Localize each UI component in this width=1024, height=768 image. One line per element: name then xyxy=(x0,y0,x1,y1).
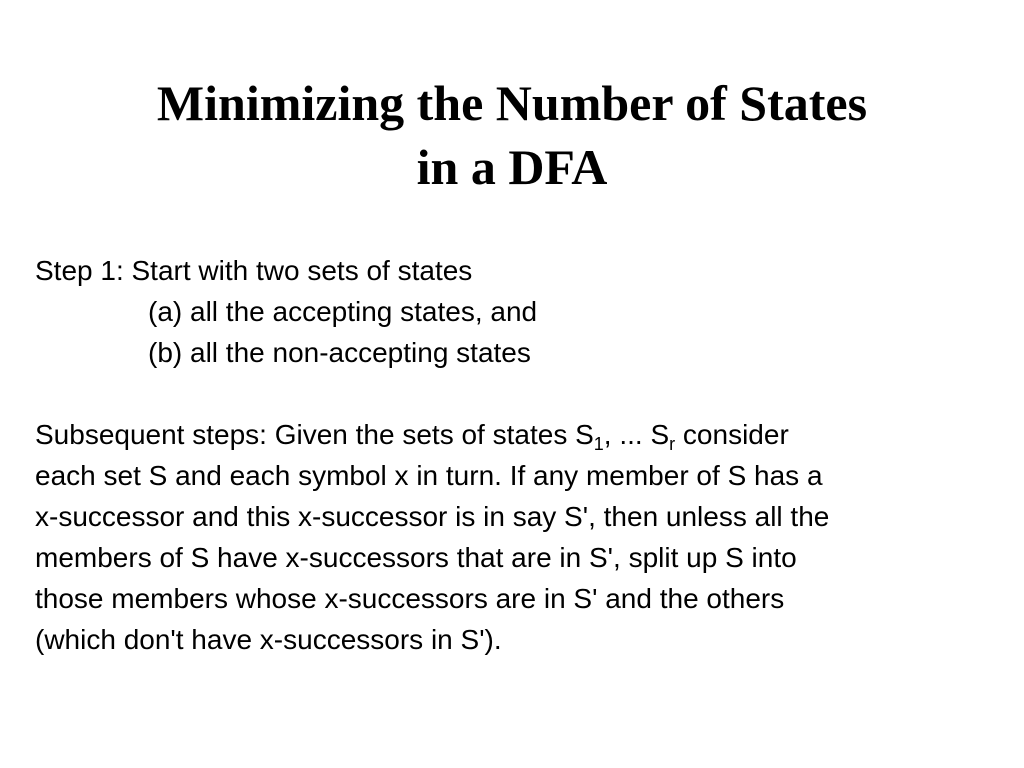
title-line-1: Minimizing the Number of States xyxy=(156,75,868,131)
subsequent-line-1 xyxy=(35,414,1010,455)
step1-item-a: (a) all the accepting states, and xyxy=(148,296,538,327)
slide-title xyxy=(0,71,1024,199)
subsequent-line-1-mid: , ... S xyxy=(603,419,670,450)
step1-item-b: (b) all the non-accepting states xyxy=(148,337,531,368)
title-line-2: in a DFA xyxy=(416,139,608,195)
subsequent-line-1-pre: Subsequent steps: Given the sets of states S xyxy=(35,419,594,450)
subsequent-line-4: members of S have x-successors that are in S', split up S into xyxy=(35,542,797,573)
subscript-1: 1 xyxy=(593,434,604,454)
paragraph-gap xyxy=(35,373,1010,414)
subsequent-line-5: those members whose x-successors are in S' and the others xyxy=(35,583,785,614)
subsequent-line-6: (which don't have x-successors in S'). xyxy=(35,624,502,655)
subsequent-line-3: x-successor and this x-successor is in say S', then unless all the xyxy=(35,501,830,532)
subsequent-line-2: each set S and each symbol x in turn. If any member of S has a xyxy=(35,460,823,491)
slide-body xyxy=(35,250,1010,660)
subscript-r: r xyxy=(669,434,676,454)
step1-heading: Step 1: Start with two sets of states xyxy=(35,255,473,286)
subsequent-line-1-post: consider xyxy=(675,419,789,450)
